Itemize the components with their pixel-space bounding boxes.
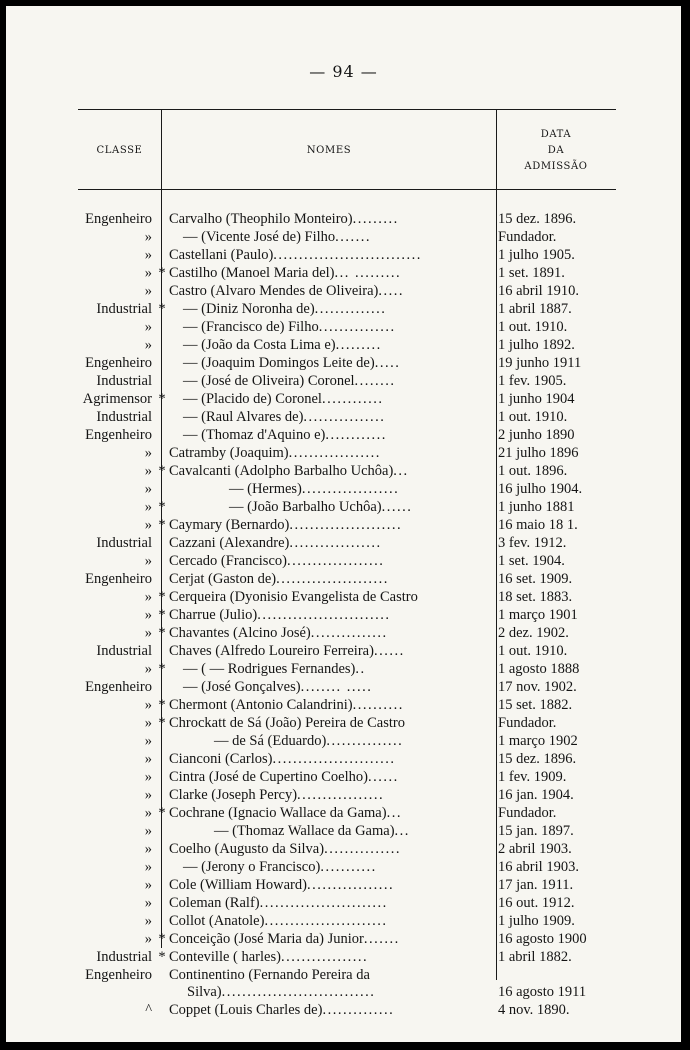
nome-text: Coleman (Ralf) bbox=[169, 895, 260, 911]
nome-cell bbox=[169, 588, 494, 606]
nome-cell bbox=[169, 246, 494, 264]
asterisk-mark: * bbox=[158, 805, 166, 821]
classe-cell: » bbox=[144, 625, 152, 641]
header-data-line3: ADMISSÃO bbox=[524, 161, 588, 172]
classe-cell: » bbox=[144, 607, 152, 623]
data-admissao-cell: 16 abril 1910. bbox=[498, 283, 579, 299]
data-admissao-cell: 1 abril 1882. bbox=[498, 949, 572, 965]
classe-cell: Industrial bbox=[96, 373, 152, 389]
nome-cell bbox=[169, 678, 494, 696]
header-data-line1: DATA bbox=[540, 129, 572, 140]
classe-cell: » bbox=[144, 319, 152, 335]
nome-cell bbox=[169, 1001, 494, 1019]
nome-cell bbox=[169, 642, 494, 660]
asterisk-mark: * bbox=[158, 949, 166, 965]
nome-cell bbox=[169, 606, 494, 624]
classe-cell: » bbox=[144, 715, 152, 731]
nome-text: — ( — Rodrigues Fernandes) bbox=[183, 661, 356, 677]
classe-cell: Agrimensor bbox=[82, 391, 152, 407]
data-admissao-cell: 16 out. 1912. bbox=[498, 895, 575, 911]
leader-dots: ................. bbox=[280, 949, 369, 965]
leader-dots: ........................ bbox=[272, 751, 396, 767]
table-row bbox=[6, 588, 681, 606]
classe-cell: Industrial bbox=[96, 301, 152, 317]
nome-cell bbox=[169, 876, 494, 894]
header-classe: CLASSE bbox=[96, 145, 143, 156]
data-admissao-cell: 15 jan. 1897. bbox=[498, 823, 574, 839]
nome-text: — (José Gonçalves) bbox=[183, 679, 301, 695]
data-admissao-cell: 16 jan. 1904. bbox=[498, 787, 574, 803]
classe-cell: » bbox=[144, 877, 152, 893]
data-admissao-cell: 1 abril 1887. bbox=[498, 301, 572, 317]
classe-cell: » bbox=[144, 265, 152, 281]
classe-cell: » bbox=[144, 859, 152, 875]
asterisk-mark: * bbox=[158, 517, 166, 533]
table-row bbox=[6, 768, 681, 786]
nome-cell bbox=[169, 390, 494, 408]
classe-cell: » bbox=[144, 247, 152, 263]
data-admissao-cell: Fundador. bbox=[498, 805, 557, 821]
nome-text: Cochrane (Ignacio Wallace da Gama) bbox=[169, 805, 387, 821]
data-admissao-cell: 16 julho 1904. bbox=[498, 481, 583, 497]
data-admissao-cell: 16 set. 1909. bbox=[498, 571, 573, 587]
nome-cell bbox=[169, 354, 494, 372]
nome-cell bbox=[169, 822, 494, 840]
table-row bbox=[6, 300, 681, 318]
data-admissao-cell: 1 junho 1904 bbox=[498, 391, 575, 407]
nome-text: Coelho (Augusto da Silva) bbox=[169, 841, 325, 857]
classe-cell: Engenheiro bbox=[85, 967, 152, 983]
nome-cell bbox=[169, 750, 494, 768]
data-admissao-cell: 1 fev. 1905. bbox=[498, 373, 567, 389]
table-row bbox=[6, 930, 681, 948]
classe-cell: » bbox=[144, 751, 152, 767]
table-row bbox=[6, 750, 681, 768]
table-row bbox=[6, 660, 681, 678]
classe-cell: » bbox=[144, 229, 152, 245]
leader-dots: ...................... bbox=[276, 571, 389, 587]
nome-cell bbox=[169, 983, 494, 1001]
nome-cell bbox=[169, 858, 494, 876]
nome-text: Castilho (Manoel Maria del) bbox=[169, 265, 335, 281]
nome-text: — (João Barbalho Uchôa) bbox=[229, 499, 382, 515]
classe-cell: Engenheiro bbox=[85, 679, 152, 695]
table-top-rule bbox=[78, 109, 616, 110]
data-admissao-cell: 1 out. 1910. bbox=[498, 319, 568, 335]
classe-cell: Industrial bbox=[96, 949, 152, 965]
data-admissao-cell: 1 março 1902 bbox=[498, 733, 578, 749]
asterisk-mark: * bbox=[158, 661, 166, 677]
table-row bbox=[6, 516, 681, 534]
data-admissao-cell: 19 junho 1911 bbox=[498, 355, 582, 371]
data-admissao-cell: 4 nov. 1890. bbox=[498, 1002, 570, 1018]
nome-text: — (Placido de) Coronel bbox=[183, 391, 322, 407]
classe-cell: » bbox=[144, 733, 152, 749]
nome-cell bbox=[169, 966, 494, 984]
asterisk-mark: * bbox=[158, 931, 166, 947]
table-row bbox=[6, 804, 681, 822]
leader-dots: .............................. bbox=[221, 984, 376, 1000]
nome-cell bbox=[169, 786, 494, 804]
header-nomes: NOMES bbox=[306, 145, 352, 156]
leader-dots: ............ bbox=[325, 427, 387, 443]
classe-cell: Engenheiro bbox=[85, 355, 152, 371]
leader-dots: ............... bbox=[310, 625, 388, 641]
leader-dots: ......... bbox=[335, 337, 382, 353]
asterisk-mark: * bbox=[158, 607, 166, 623]
classe-cell: » bbox=[144, 337, 152, 353]
data-admissao-cell: 2 abril 1903. bbox=[498, 841, 572, 857]
data-admissao-cell: 15 set. 1882. bbox=[498, 697, 573, 713]
classe-cell: » bbox=[144, 895, 152, 911]
asterisk-mark: * bbox=[158, 589, 166, 605]
table-row bbox=[6, 714, 681, 732]
leader-dots: ... ......... bbox=[334, 265, 402, 281]
nome-text: — (Hermes) bbox=[229, 481, 302, 497]
data-admissao-cell: 16 agosto 1900 bbox=[498, 931, 587, 947]
nome-text: Cerqueira (Dyonisio Evangelista de Castro bbox=[169, 589, 418, 605]
leader-dots: ................. bbox=[306, 877, 395, 893]
leader-dots: ...... bbox=[373, 643, 405, 659]
data-admissao-cell: 1 março 1901 bbox=[498, 607, 578, 623]
classe-cell: » bbox=[144, 481, 152, 497]
asterisk-mark: * bbox=[158, 391, 166, 407]
nome-text: Chermont (Antonio Calandrini) bbox=[169, 697, 353, 713]
leader-dots: .................. bbox=[288, 445, 381, 461]
data-admissao-cell: 1 junho 1881 bbox=[498, 499, 575, 515]
classe-cell: » bbox=[144, 463, 152, 479]
nome-text: — (Jerony o Francisco) bbox=[183, 859, 321, 875]
nome-cell bbox=[169, 480, 494, 498]
classe-cell: Engenheiro bbox=[85, 211, 152, 227]
table-row bbox=[6, 822, 681, 840]
nome-text: — (Thomaz d'Aquino e) bbox=[183, 427, 326, 443]
leader-dots: ....... bbox=[363, 931, 400, 947]
asterisk-mark: * bbox=[158, 697, 166, 713]
nome-text: Silva) bbox=[187, 984, 222, 1000]
classe-cell: Industrial bbox=[96, 643, 152, 659]
table-row bbox=[6, 480, 681, 498]
nome-cell bbox=[169, 732, 494, 750]
classe-cell: Industrial bbox=[96, 535, 152, 551]
table-row bbox=[6, 246, 681, 264]
table-row bbox=[6, 426, 681, 444]
nome-text: Cercado (Francisco) bbox=[169, 553, 287, 569]
nome-text: Cintra (José de Cupertino Coelho) bbox=[169, 769, 368, 785]
nome-cell bbox=[169, 318, 494, 336]
leader-dots: ................. bbox=[297, 787, 385, 803]
nome-cell bbox=[169, 408, 494, 426]
nome-text: Castro (Alvaro Mendes de Oliveira) bbox=[169, 283, 379, 299]
nome-cell bbox=[169, 498, 494, 516]
data-admissao-cell: 1 julho 1905. bbox=[498, 247, 575, 263]
classe-cell: Engenheiro bbox=[85, 427, 152, 443]
data-admissao-cell: 21 julho 1896 bbox=[498, 445, 579, 461]
table-row bbox=[6, 786, 681, 804]
data-admissao-cell: 1 out. 1910. bbox=[498, 643, 568, 659]
leader-dots: .................. bbox=[289, 535, 382, 551]
table-row bbox=[6, 282, 681, 300]
nome-text: Cerjat (Gaston de) bbox=[169, 571, 277, 587]
table-row bbox=[6, 336, 681, 354]
leader-dots: ........ bbox=[354, 373, 396, 389]
table-row bbox=[6, 876, 681, 894]
leader-dots: ... bbox=[394, 823, 410, 839]
data-admissao-cell: 3 fev. 1912. bbox=[498, 535, 567, 551]
leader-dots: .............. bbox=[314, 301, 387, 317]
leader-dots: ............................. bbox=[273, 247, 422, 263]
nome-cell bbox=[169, 264, 494, 282]
nome-text: Chrockatt de Sá (João) Pereira de Castro bbox=[169, 715, 405, 731]
data-admissao-cell: 1 out. 1896. bbox=[498, 463, 568, 479]
nome-text: Conceição (José Maria da) Junior bbox=[169, 931, 364, 947]
nome-cell bbox=[169, 840, 494, 858]
nome-text: Caymary (Bernardo) bbox=[169, 517, 290, 533]
leader-dots: ........................ bbox=[264, 913, 388, 929]
table-row bbox=[6, 354, 681, 372]
leader-dots: .............. bbox=[322, 1002, 395, 1018]
asterisk-mark: * bbox=[158, 265, 166, 281]
nome-text: Cole (William Howard) bbox=[169, 877, 307, 893]
leader-dots: ............... bbox=[318, 319, 396, 335]
leader-dots: ........ ..... bbox=[300, 679, 373, 695]
nome-cell bbox=[169, 426, 494, 444]
nome-text: Cazzani (Alexandre) bbox=[169, 535, 290, 551]
leader-dots: ..... bbox=[374, 355, 401, 371]
table-row bbox=[6, 606, 681, 624]
nome-text: Conteville ( harles) bbox=[169, 949, 281, 965]
asterisk-mark: * bbox=[158, 463, 166, 479]
data-admissao-cell: Fundador. bbox=[498, 229, 557, 245]
table-row bbox=[6, 858, 681, 876]
table-row bbox=[6, 912, 681, 930]
nome-cell bbox=[169, 516, 494, 534]
nome-cell bbox=[169, 444, 494, 462]
nome-cell bbox=[169, 228, 494, 246]
data-admissao-cell: 16 maio 18 1. bbox=[498, 517, 578, 533]
nome-text: Charrue (Julio) bbox=[169, 607, 258, 623]
classe-cell: » bbox=[144, 697, 152, 713]
table-row bbox=[6, 624, 681, 642]
data-admissao-cell: 2 junho 1890 bbox=[498, 427, 575, 443]
leader-dots: ............ bbox=[321, 391, 384, 407]
classe-cell: » bbox=[144, 445, 152, 461]
nome-cell bbox=[169, 210, 494, 228]
nome-cell bbox=[169, 534, 494, 552]
data-admissao-cell: 1 fev. 1909. bbox=[498, 769, 567, 785]
leader-dots: ...... bbox=[381, 499, 413, 515]
classe-cell: » bbox=[144, 517, 152, 533]
leader-dots: ................... bbox=[301, 481, 400, 497]
nome-cell bbox=[169, 660, 494, 678]
table-row bbox=[6, 390, 681, 408]
table-row bbox=[6, 444, 681, 462]
table-row bbox=[6, 210, 681, 228]
nome-text: — (Francisco de) Filho bbox=[183, 319, 319, 335]
leader-dots: ................... bbox=[286, 553, 385, 569]
classe-cell: Industrial bbox=[96, 409, 152, 425]
data-admissao-cell: 17 nov. 1902. bbox=[498, 679, 577, 695]
table-row bbox=[6, 228, 681, 246]
data-admissao-cell: 18 set. 1883. bbox=[498, 589, 573, 605]
data-admissao-cell: 1 agosto 1888 bbox=[498, 661, 580, 677]
classe-cell: » bbox=[144, 913, 152, 929]
nome-cell bbox=[169, 372, 494, 390]
nome-text: Continentino (Fernando Pereira da bbox=[169, 967, 370, 983]
data-admissao-cell: 1 julho 1892. bbox=[498, 337, 575, 353]
leader-dots: ......................... bbox=[259, 895, 388, 911]
header-data-line2: DA bbox=[547, 145, 565, 156]
nome-cell bbox=[169, 948, 494, 966]
asterisk-mark: * bbox=[158, 499, 166, 515]
nome-text: Chavantes (Alcino José) bbox=[169, 625, 311, 641]
nome-text: Cavalcanti (Adolpho Barbalho Uchôa) bbox=[169, 463, 394, 479]
leader-dots: ................ bbox=[303, 409, 386, 425]
nome-text: Carvalho (Theophilo Monteiro) bbox=[169, 211, 353, 227]
classe-cell: Engenheiro bbox=[85, 571, 152, 587]
leader-dots: ..... bbox=[378, 283, 405, 299]
nome-text: — de Sá (Eduardo) bbox=[214, 733, 327, 749]
leader-dots: ......... bbox=[352, 211, 399, 227]
nome-cell bbox=[169, 624, 494, 642]
table-row bbox=[6, 408, 681, 426]
page bbox=[6, 6, 681, 1042]
asterisk-mark: * bbox=[158, 715, 166, 731]
classe-cell: » bbox=[144, 499, 152, 515]
asterisk-mark: * bbox=[158, 625, 166, 641]
leader-dots: ............... bbox=[324, 841, 401, 857]
leader-dots: .......... bbox=[352, 697, 404, 713]
nome-text: — (José de Oliveira) Coronel bbox=[183, 373, 355, 389]
nome-text: — (Diniz Noronha de) bbox=[183, 301, 315, 317]
leader-dots: ....... bbox=[335, 229, 372, 245]
nome-text: Catramby (Joaquim) bbox=[169, 445, 289, 461]
classe-cell: » bbox=[144, 553, 152, 569]
classe-cell: » bbox=[144, 841, 152, 857]
classe-cell: ^ bbox=[145, 1002, 152, 1018]
nome-cell bbox=[169, 336, 494, 354]
table-row bbox=[6, 642, 681, 660]
data-admissao-cell: 15 dez. 1896. bbox=[498, 211, 577, 227]
data-admissao-cell: 1 julho 1909. bbox=[498, 913, 575, 929]
table-row bbox=[6, 948, 681, 966]
nome-cell bbox=[169, 300, 494, 318]
classe-cell: » bbox=[144, 283, 152, 299]
data-admissao-cell: 16 abril 1903. bbox=[498, 859, 579, 875]
classe-cell: » bbox=[144, 787, 152, 803]
header-data bbox=[497, 127, 615, 175]
nome-cell bbox=[169, 462, 494, 480]
nome-cell bbox=[169, 912, 494, 930]
table-row bbox=[6, 983, 681, 1001]
data-admissao-cell: 16 agosto 1911 bbox=[498, 984, 587, 1000]
table-row bbox=[6, 372, 681, 390]
nome-text: Coppet (Louis Charles de) bbox=[169, 1002, 323, 1018]
nome-text: Chaves (Alfredo Loureiro Ferreira) bbox=[169, 643, 374, 659]
table-row bbox=[6, 570, 681, 588]
table-row bbox=[6, 552, 681, 570]
table-row bbox=[6, 894, 681, 912]
table-row bbox=[6, 1001, 681, 1019]
leader-dots: ...................... bbox=[289, 517, 403, 533]
table-row bbox=[6, 840, 681, 858]
entries-table bbox=[6, 210, 681, 1019]
nome-cell bbox=[169, 282, 494, 300]
table-row bbox=[6, 318, 681, 336]
data-admissao-cell: 1 set. 1891. bbox=[498, 265, 565, 281]
data-admissao-cell: 15 dez. 1896. bbox=[498, 751, 577, 767]
nome-cell bbox=[169, 894, 494, 912]
classe-cell: » bbox=[144, 589, 152, 605]
data-admissao-cell: 1 out. 1910. bbox=[498, 409, 568, 425]
header-bottom-rule bbox=[78, 189, 616, 190]
nome-text: Clarke (Joseph Percy) bbox=[169, 787, 298, 803]
nome-text: Castellani (Paulo) bbox=[169, 247, 274, 263]
table-row bbox=[6, 966, 681, 984]
leader-dots: ...... bbox=[367, 769, 399, 785]
classe-cell: » bbox=[144, 823, 152, 839]
leader-dots: ............... bbox=[326, 733, 404, 749]
leader-dots: .......................... bbox=[257, 607, 391, 623]
data-admissao-cell: Fundador. bbox=[498, 715, 557, 731]
leader-dots: ... bbox=[393, 463, 409, 479]
nome-text: — (Raul Alvares de) bbox=[183, 409, 304, 425]
table-row bbox=[6, 678, 681, 696]
classe-cell: » bbox=[144, 661, 152, 677]
data-admissao-cell: 2 dez. 1902. bbox=[498, 625, 569, 641]
nome-cell bbox=[169, 804, 494, 822]
nome-cell bbox=[169, 552, 494, 570]
nome-text: — (Thomaz Wallace da Gama) bbox=[214, 823, 395, 839]
nome-cell bbox=[169, 714, 494, 732]
nome-text: Cianconi (Carlos) bbox=[169, 751, 273, 767]
leader-dots: ... bbox=[386, 805, 402, 821]
nome-cell bbox=[169, 570, 494, 588]
nome-cell bbox=[169, 768, 494, 786]
nome-text: — (Joaquim Domingos Leite de) bbox=[183, 355, 375, 371]
nome-text: Collot (Anatole) bbox=[169, 913, 265, 929]
nome-cell bbox=[169, 930, 494, 948]
asterisk-mark: * bbox=[158, 301, 166, 317]
data-admissao-cell: 17 jan. 1911. bbox=[498, 877, 574, 893]
nome-cell bbox=[169, 696, 494, 714]
table-row bbox=[6, 534, 681, 552]
table-row bbox=[6, 498, 681, 516]
table-row bbox=[6, 462, 681, 480]
table-row bbox=[6, 696, 681, 714]
table-row bbox=[6, 732, 681, 750]
nome-text: — (Vicente José de) Filho bbox=[183, 229, 336, 245]
classe-cell: » bbox=[144, 931, 152, 947]
leader-dots: .. bbox=[355, 661, 366, 677]
leader-dots: ........... bbox=[320, 859, 377, 875]
classe-cell: » bbox=[144, 805, 152, 821]
data-admissao-cell: 1 set. 1904. bbox=[498, 553, 565, 569]
table-row bbox=[6, 264, 681, 282]
classe-cell: » bbox=[144, 769, 152, 785]
page-number: — 94 — bbox=[309, 62, 378, 81]
nome-text: — (João da Costa Lima e) bbox=[183, 337, 336, 353]
